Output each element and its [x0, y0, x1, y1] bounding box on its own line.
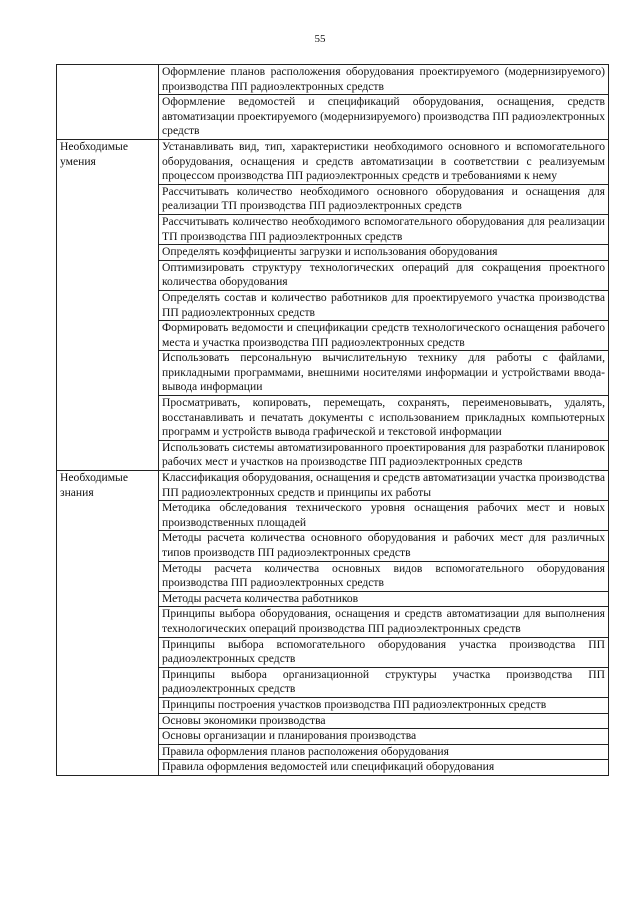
table-cell: Определять коэффициенты загрузки и использования оборудования [159, 245, 609, 261]
page-number: 55 [314, 33, 326, 45]
table-row [57, 139, 609, 184]
table-cell: Использовать системы автоматизированного проектирования для разработки планировок рабочих мест и участков на производстве ПП радиоэлектронных средств [159, 440, 609, 470]
table-cell: Определять состав и количество работников для проектируемого участка производства ПП радиоэлектронных средств [159, 290, 609, 320]
table-cell: Формировать ведомости и спецификации средств технологического оснащения рабочего места и участка производства ПП радиоэлектронных средств [159, 321, 609, 351]
table-cell: Устанавливать вид, тип, характеристики необходимого основного и вспомогательного оборудования, оснащения и средств автоматизации в соответствии с реализуемым процессом производства ПП радиоэлектронных средств и требованиями к нему [159, 139, 609, 184]
table-cell: Методы расчета количества работников [159, 591, 609, 607]
table-cell: Принципы выбора оборудования, оснащения и средств автоматизации для выполнения технологических операций производства ПП радиоэлектронных средств [159, 607, 609, 637]
category-cell-empty [57, 65, 159, 140]
table-cell: Основы организации и планирования производства [159, 729, 609, 745]
table-cell: Просматривать, копировать, перемещать, сохранять, переименовывать, удалять, восстанавливать и печатать документы с использованием прикладных компьютерных программ и устройств вывода графической и текстовой информации [159, 396, 609, 441]
table-cell: Использовать персональную вычислительную технику для работы с файлами, прикладными программами, внешними носителями информации и устройствами ввода-вывода информации [159, 351, 609, 396]
table-cell: Методика обследования технического уровня оснащения рабочих мест и новых производственных площадей [159, 501, 609, 531]
category-cell-skills [57, 139, 159, 470]
table-cell: Методы расчета количества основных видов вспомогательного оборудования производства ПП радиоэлектронных средств [159, 561, 609, 591]
table-cell: Рассчитывать количество необходимого основного оборудования и оснащения для реализации ТП производства ПП радиоэлектронных средств [159, 184, 609, 214]
table-cell: Оформление ведомостей и спецификаций оборудования, оснащения, средств автоматизации проектируемого (модернизируемого) производства ПП радиоэлектронных средств [159, 95, 609, 140]
category-label-knowledge: Необходимые знания [60, 471, 128, 499]
table-cell: Основы экономики производства [159, 713, 609, 729]
category-cell-knowledge [57, 471, 159, 776]
table-cell: Правила оформления ведомостей или спецификаций оборудования [159, 760, 609, 776]
table-row [57, 471, 609, 501]
requirements-table [56, 64, 609, 776]
table-cell: Классификация оборудования, оснащения и средств автоматизации участка производства ПП радиоэлектронных средств и принципы их работы [159, 471, 609, 501]
table-cell: Принципы выбора вспомогательного оборудования участка производства ПП радиоэлектронных средств [159, 637, 609, 667]
table-cell: Принципы построения участков производства ПП радиоэлектронных средств [159, 697, 609, 713]
table-cell: Рассчитывать количество необходимого вспомогательного оборудования для реализации ТП производства ПП радиоэлектронных средств [159, 214, 609, 244]
table-cell: Оформление планов расположения оборудования проектируемого (модернизируемого) производства ПП радиоэлектронных средств [159, 65, 609, 95]
table-cell: Правила оформления планов расположения оборудования [159, 744, 609, 760]
table-body [57, 65, 609, 776]
table-row [57, 65, 609, 95]
table-cell: Принципы выбора организационной структуры участка производства ПП радиоэлектронных средств [159, 667, 609, 697]
category-label-skills: Необходимые умения [60, 139, 128, 168]
table-cell: Методы расчета количества основного оборудования и рабочих мест для различных типов производств ПП радиоэлектронных средств [159, 531, 609, 561]
table-cell: Оптимизировать структуру технологических операций для сокращения проектного количества оборудования [159, 260, 609, 290]
